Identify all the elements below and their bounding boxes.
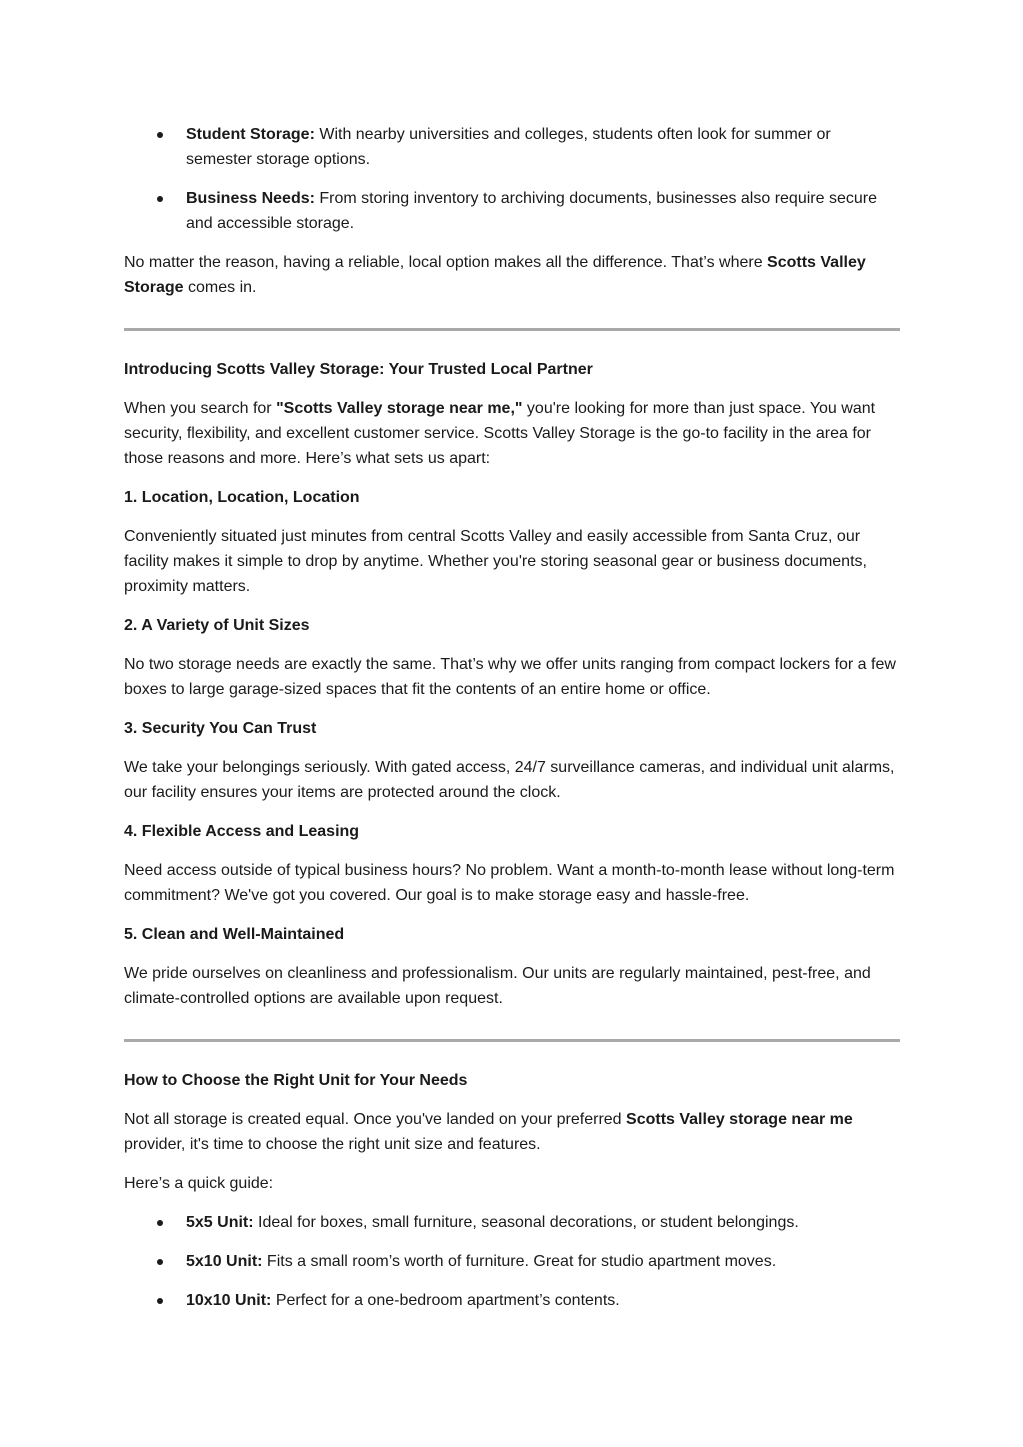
list-item-5x5 (124, 1210, 900, 1235)
para-text-end: provider, it's time to choose the right unit size and features. (124, 1136, 541, 1153)
section-divider (124, 1039, 900, 1042)
bullet-term: 10x10 Unit: (186, 1292, 272, 1309)
bullet-text: With nearby universities and colleges, students often look for summer or semester storage options. (186, 126, 831, 168)
list-item-student-storage (124, 122, 900, 172)
section-intro-paragraph (124, 396, 900, 471)
feature-text-unit-sizes: No two storage needs are exactly the same. That’s why we offer units ranging from compact lockers for a few boxes to large garage-sized spaces that fit the contents of an entire home or office. (124, 656, 896, 698)
feature-text-clean: We pride ourselves on cleanliness and professionalism. Our units are regularly maintained, pest-free, and climate-controlled options are available upon request. (124, 965, 871, 1007)
para-text: When you search for (124, 400, 277, 417)
bullet-term: Student Storage: (186, 126, 315, 143)
intro-text: No matter the reason, having a reliable, local option makes all the difference. That’s where (124, 254, 768, 271)
bullet-term: 5x10 Unit: (186, 1253, 263, 1270)
guide-label: Here’s a quick guide: (124, 1175, 274, 1192)
bullet-text: Fits a small room’s worth of furniture. Great for studio apartment moves. (262, 1253, 777, 1270)
section-heading-choose-unit: How to Choose the Right Unit for Your Needs (124, 1072, 468, 1089)
bullet-term: 5x5 Unit: (186, 1214, 254, 1231)
feature-heading-clean: 5. Clean and Well-Maintained (124, 926, 345, 943)
bullet-text: Ideal for boxes, small furniture, seasonal decorations, or student belongings. (253, 1214, 799, 1231)
feature-heading-flexible-access: 4. Flexible Access and Leasing (124, 823, 360, 840)
document-page (124, 122, 900, 1327)
unit-size-list (124, 1210, 900, 1313)
feature-text-location: Conveniently situated just minutes from central Scotts Valley and easily accessible from Santa Cruz, our facility makes it simple to drop by anytime. Whether you're storing seasonal gear or business documents, proximity matters. (124, 528, 867, 595)
intro-bold: Scotts Valley Storage (124, 254, 866, 296)
para-bold: Scotts Valley storage near me (626, 1111, 853, 1128)
bullet-term: Business Needs: (186, 190, 315, 207)
intro-text-end: comes in. (183, 279, 257, 296)
para-text-end: you're looking for more than just space. You want security, flexibility, and excellent customer service. Scotts Valley Storage is the go-to facility in the area for those reasons and more. Here’s what sets us apart: (124, 400, 876, 467)
feature-text-security: We take your belongings seriously. With gated access, 24/7 surveillance cameras, and individual unit alarms, our facility ensures your items are protected around the clock. (124, 759, 895, 801)
storage-needs-list (124, 122, 900, 236)
section-heading-introducing: Introducing Scotts Valley Storage: Your Trusted Local Partner (124, 361, 593, 378)
feature-heading-unit-sizes: 2. A Variety of Unit Sizes (124, 617, 310, 634)
choose-unit-paragraph (124, 1107, 900, 1157)
section-divider (124, 328, 900, 331)
intro-paragraph (124, 250, 900, 300)
para-bold: "Scotts Valley storage near me," (276, 400, 523, 417)
feature-heading-security: 3. Security You Can Trust (124, 720, 317, 737)
feature-text-flexible-access: Need access outside of typical business hours? No problem. Want a month-to-month lease without long-term commitment? We've got you covered. Our goal is to make storage easy and hassle-free. (124, 862, 895, 904)
bullet-text: From storing inventory to archiving documents, businesses also require secure and accessible storage. (186, 190, 877, 232)
list-item-business-needs (124, 186, 900, 236)
para-text: Not all storage is created equal. Once you've landed on your preferred (124, 1111, 627, 1128)
feature-heading-location: 1. Location, Location, Location (124, 489, 360, 506)
list-item-10x10 (124, 1288, 900, 1313)
list-item-5x10 (124, 1249, 900, 1274)
bullet-text: Perfect for a one-bedroom apartment’s contents. (271, 1292, 620, 1309)
